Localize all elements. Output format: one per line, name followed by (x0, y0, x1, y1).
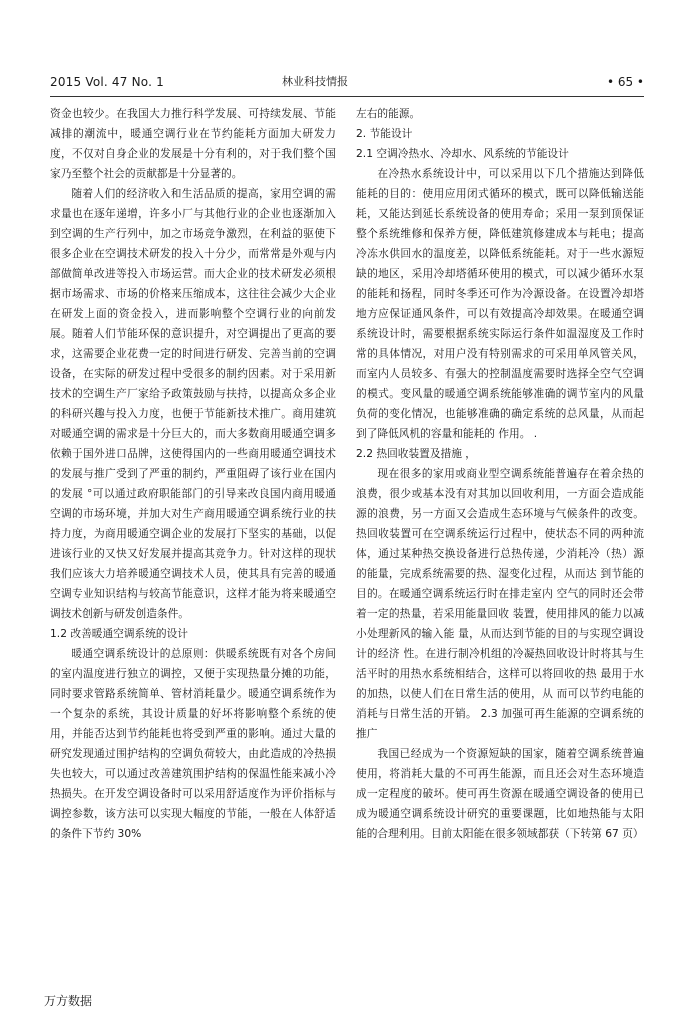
paragraph: 资金也较少。在我国大力推行科学发展、可持续发展、节能减排的潮流中，暖通空调行业在节约能耗方面加大研发力度，不仅对自身企业的发展是十分有利的，对于我们整个国家乃至整个社会的贡献都是十分显著的。 (50, 107, 336, 180)
paragraph: 随着人们的经济收入和生活品质的提高，家用空调的需求量也在逐年递增，许多小厂与其他行业的企业也逐渐加入到空调的生产行列中，加之市场竞争激烈，在利益的驱使下很多企业在空调技术研发的投入十分少，而常常是外观与内部做简单改进等投入市场运营。而大企业的技术研发必须根据市场需求、市场的价格来压缩成本，这往往会减少大企业在研发上面的资金投入，进而影响整个空调行业的向前发展。随着人们节能环保的意识提升，对空调提出了更高的要求，这需要企业花费一定的时间进行研发、完善当前的空调设备，在实际的研发过程中受很多的制约因素。对于采用新技术的空调生产厂家给予政策鼓励与扶持，以提高众多企业的科研兴趣与投入力度，也便于节能新技术推广。商用建筑对暖通空调的需求是十分巨大的，而大多数商用暖通空调多依赖于国外进口品牌，这使得国内的一些商用暖通空调技术的发展与推广受到了严重的制约，严重阻碍了该行业在国内的发展 °可以通过政府职能部门的引导来改良国内商用暖通空调的市场环境，并加大对生产商用暖通空调系统行业的扶持力度，为商用暖通空调企业的发展打下坚实的基础，以促进该行业的又快又好发展并提高其竞争力。针对这样的现状我们应该大力培养暖通空调技术人员，使其具有完善的暖通空调专业知识结构与较高节能意识，这样才能为将来暖通空调技术创新与研发创造条件。 (50, 187, 336, 620)
left-column (50, 104, 336, 844)
section-heading: 2.2 热回收装置及措施 ， (356, 447, 476, 460)
section-heading: 1.2 改善暖通空调系统的设计 (50, 627, 188, 640)
journal-title: 林业科技情报 (282, 75, 348, 88)
paragraph: 左右的能源。 (356, 107, 421, 120)
page-number: • 65 • (606, 75, 644, 89)
right-column (356, 104, 644, 844)
header-rule (50, 96, 644, 97)
running-header (50, 72, 644, 92)
section-heading: 2.1 空调冷热水、冷却水、风系统的节能设计 (356, 147, 569, 160)
section-heading: 2. 节能设计 (356, 127, 413, 140)
paragraph: 暖通空调系统设计的总原则：供暖系统既有对各个房间的室内温度进行独立的调控，又便于实现热量分摊的功能，同时要求管路系统简单、管材消耗量少。暖通空调系统作为一个复杂的系统，其设计质量的好坏将影响整个系统的使用，并能否达到节约能耗也将受到严重的影响。通过大量的研究发现通过围护结构的空调负荷较大，由此造成的冷热损失也较大，可以通过改善建筑围护结构的保温性能来减小冷热损失。在开发空调设备时可以采用舒适度作为评价指标与调控参数，该方法可以实现大幅度的节能，一般在人体舒适的条件下节约 30% (50, 647, 336, 840)
footer-source: 万方数据 (44, 994, 93, 1008)
paragraph: 我国已经成为一个资源短缺的国家，随着空调系统普遍使用，将消耗大量的不可再生能源，而且还会对生态环境造成一定程度的破坏。使可再生资源在暖通空调设备的使用已成为暖通空调系统设计研究的重要课题，比如地热能与太阳能的合理利用。目前太阳能在很多领域都获（下转第 67 页） (356, 747, 644, 840)
journal-volume-issue: 2015 Vol. 47 No. 1 (50, 75, 164, 89)
paragraph: 现在很多的家用或商业型空调系统能普遍存在着余热的浪费，很少或基本没有对其加以回收利用，一方面会造成能源的浪费，另一方面又会造成生态环境与气候条件的改变。热回收装置可在空调系统运行过程中，使状态不同的两种流体，通过某种热交换设备进行总热传递，少消耗冷（热）源 的能量，完成系统需要的热、湿变化过程，从而达 到节能的目的。在暖通空调系统运行时在排走室内 空气的同时还会带着一定的热量，若采用能量回收 装置，使用排风的能力以减小处理新风的输入能 量，从而达到节能的目的与实现空调设计的经济 性。在进行制冷机组的冷凝热回收设计时将其与生 活平时的用热水系统相结合，这样可以将回收的热 最用于水的加热，以使人们在日常生活的使用，从 而可以节约电能的消耗与日常生活的开销。 2.3 加强可再生能源的空调系统的推广 (356, 467, 644, 740)
paragraph: 在冷热水系统设计中，可以采用以下几个措施达到降低能耗的目的：使用应用闭式循环的模式，既可以降低输送能耗，又能达到延长系统设备的使用寿命；采用一泵到顶保证整个系统维修和保养方便，降低建筑修建成本与耗电；提高冷冻水供回水的温度差，以降低系统能耗。对于一些水源短缺的地区，采用冷却塔循环使用的模式，可以减少循环水泵的能耗和扬程，同时冬季还可作为冷源设备。在设置冷却塔地方应保证通风条件，可以有效提高冷却效果。在暖通空调系统设计时，需要根据系统实际运行条件如温湿度及工作时常的具体情况，对用户没有特别需求的可采用单风管关风，而室内人员较多、有强大的控制温度需要时选择全空气空调的模式。变风量的暖通空调系统能够准确的调节室内的风量负荷的变化情况，也能够准确的确定系统的总风量，从而起到了降低风机的容量和能耗的 作用。 . (356, 167, 644, 440)
